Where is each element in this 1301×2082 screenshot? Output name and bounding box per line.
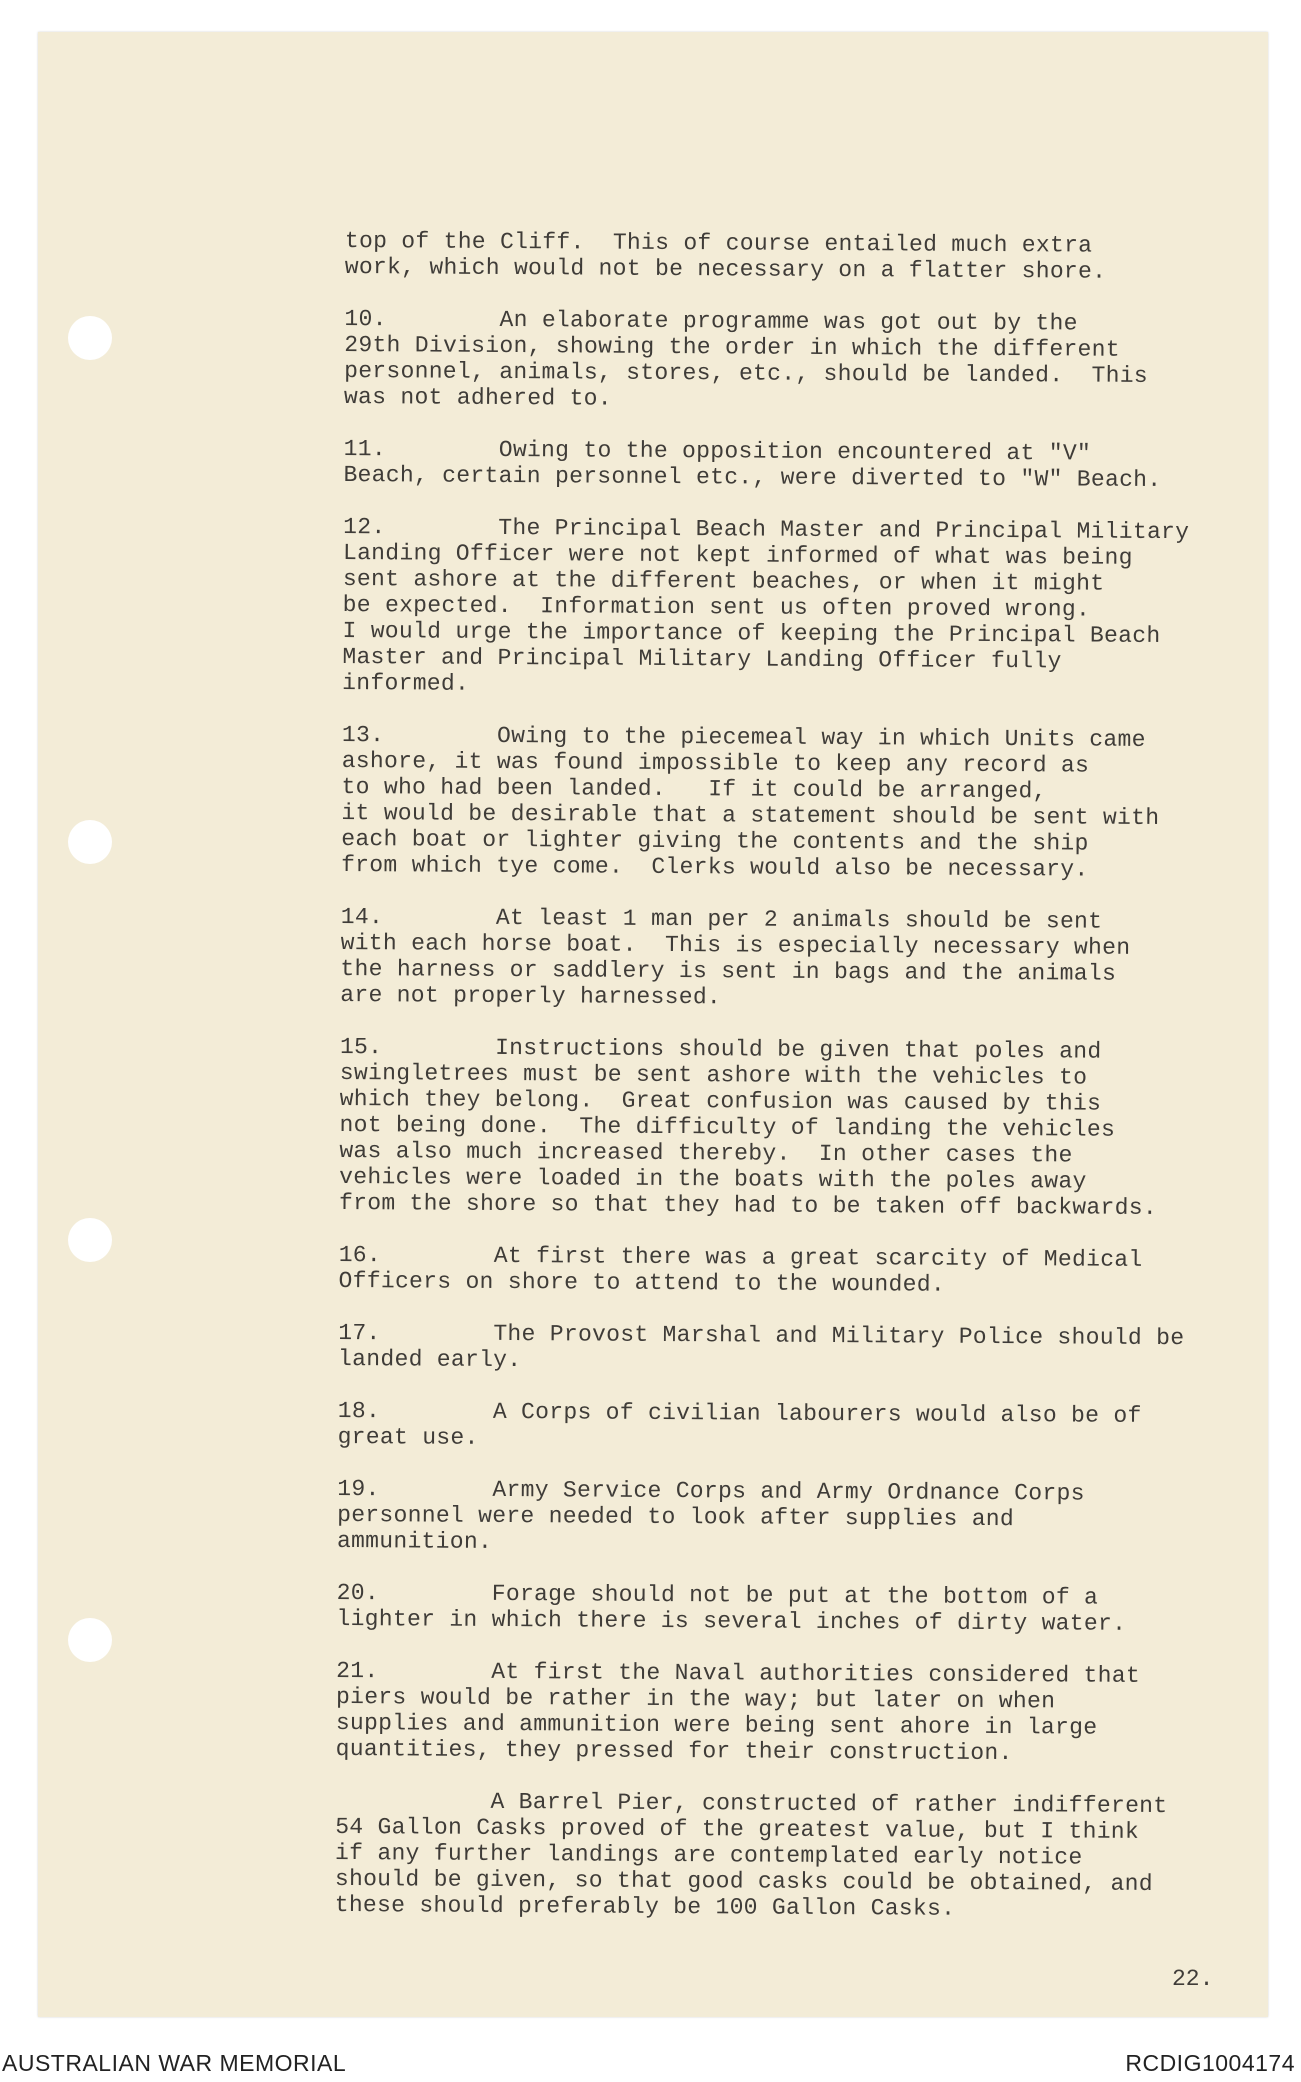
text-line: supplies and ammunition were being sent ahore in large [335, 1709, 1098, 1741]
text-line: if any further landings are contemplated early notice [334, 1839, 1083, 1871]
text-line: great use. [337, 1423, 479, 1451]
text-line: swingletrees must be sent ashore with the vehicles to [339, 1059, 1088, 1091]
text-line: not being done. The difficulty of landing the vehicles [339, 1111, 1116, 1143]
text-line: 11. Owing to the opposition encountered at "V" [343, 435, 1092, 467]
paragraph [339, 1034, 1270, 1222]
text-line: Officers on shore to attend to the wounded. [338, 1267, 946, 1298]
text-line: Landing Officer were not kept informed of what was being [342, 539, 1133, 571]
text-line: informed. [342, 669, 470, 697]
text-line: was also much increased thereby. In other cases the [339, 1137, 1073, 1169]
text-line: work, which would not be necessary on a flatter shore. [344, 253, 1107, 285]
paragraph [340, 904, 1271, 1014]
paragraph [343, 436, 1273, 494]
text-line: 14. At least 1 man per 2 animals should be sent [340, 903, 1103, 935]
text-line: 29th Division, showing the order in which the different [344, 331, 1120, 363]
text-line: with each horse boat. This is especially necessary when [340, 929, 1131, 961]
paragraph [341, 722, 1272, 884]
text-line: from which tye come. Clerks would also be necessary. [341, 851, 1089, 883]
text-line: 21. At first the Naval authorities considered that [336, 1657, 1141, 1689]
text-line: should be given, so that good casks could be obtained, and [334, 1865, 1153, 1897]
text-line: ashore, it was found impossible to keep any record as [341, 747, 1090, 779]
page-number: 22. [1172, 1966, 1214, 1992]
text-line: 17. The Provost Marshal and Military Police should be [338, 1319, 1185, 1352]
text-line: 19. Army Service Corps and Army Ordnance Corps [337, 1475, 1085, 1507]
text-line: which they belong. Great confusion was caused by this [339, 1085, 1102, 1117]
text-line: 12. The Principal Beach Master and Principal Military [343, 513, 1190, 546]
text-line: ammunition. [336, 1527, 493, 1555]
text-line: 16. At first there was a great scarcity of Medical [338, 1241, 1143, 1273]
text-line: I would urge the importance of keeping the Principal Beach [342, 617, 1161, 649]
paragraph [338, 1242, 1268, 1300]
document-body [335, 228, 1275, 1924]
text-line: personnel were needed to look after supplies and [337, 1501, 1015, 1533]
paragraph [345, 228, 1275, 286]
text-line: 10. An elaborate programme was got out by the [344, 305, 1078, 337]
footer-catalog-id: RCDIG1004174 [1125, 2050, 1295, 2076]
text-line: landed early. [338, 1345, 522, 1374]
text-line: 13. Owing to the piecemeal way in which Units came [341, 721, 1146, 753]
punch-hole [68, 1218, 112, 1262]
text-line: Beach, certain personnel etc., were diverted to "W" Beach. [343, 461, 1162, 493]
footer-institution: AUSTRALIAN WAR MEMORIAL [2, 2050, 347, 2076]
text-line: be expected. Information sent us often proved wrong. [342, 591, 1091, 623]
paragraph [344, 306, 1275, 416]
text-line: A Barrel Pier, constructed of rather indifferent [335, 1787, 1168, 1820]
punch-hole [68, 316, 112, 360]
paragraph [342, 514, 1273, 702]
paragraph [336, 1658, 1267, 1768]
text-line: these should preferably be 100 Gallon Casks. [334, 1891, 956, 1922]
text-line: was not adhered to. [343, 383, 612, 412]
text-line: 15. Instructions should be given that poles and [339, 1033, 1102, 1065]
punch-hole [68, 1618, 112, 1662]
text-line: the harness or saddlery is sent in bags and the animals [340, 955, 1117, 987]
text-line: personnel, animals, stores, etc., should be landed. This [344, 357, 1149, 389]
text-line: to who had been landed. If it could be arranged, [341, 773, 1047, 805]
text-line: are not properly harnessed. [340, 981, 722, 1011]
text-line: each boat or lighter giving the contents and the ship [341, 825, 1089, 857]
text-line: Master and Principal Military Landing Officer fully [342, 643, 1062, 675]
text-line: vehicles were loaded in the boats with the poles away [339, 1163, 1087, 1195]
paragraph [337, 1476, 1267, 1560]
text-line: piers would be rather in the way; but later on when [335, 1683, 1056, 1715]
text-line: it would be desirable that a statement should be sent with [341, 799, 1160, 831]
paragraph [338, 1320, 1268, 1378]
paragraph [336, 1580, 1266, 1638]
paragraph [338, 1398, 1268, 1456]
text-line: 18. A Corps of civilian labourers would also be of [337, 1397, 1142, 1429]
text-line: 20. Forage should not be put at the bottom of a [336, 1579, 1099, 1611]
text-line: from the shore so that they had to be taken off backwards. [338, 1189, 1158, 1221]
text-line: top of the Cliff. This of course entailed much extra [344, 228, 1093, 259]
text-line: lighter in which there is several inches of dirty water. [336, 1605, 1127, 1637]
text-line: sent ashore at the different beaches, or when it might [342, 565, 1105, 597]
text-line: quantities, they pressed for their construction. [335, 1735, 1013, 1767]
text-line: 54 Gallon Casks proved of the greatest value, but I think [335, 1813, 1140, 1845]
paragraph [335, 1788, 1266, 1924]
punch-hole [68, 820, 112, 864]
